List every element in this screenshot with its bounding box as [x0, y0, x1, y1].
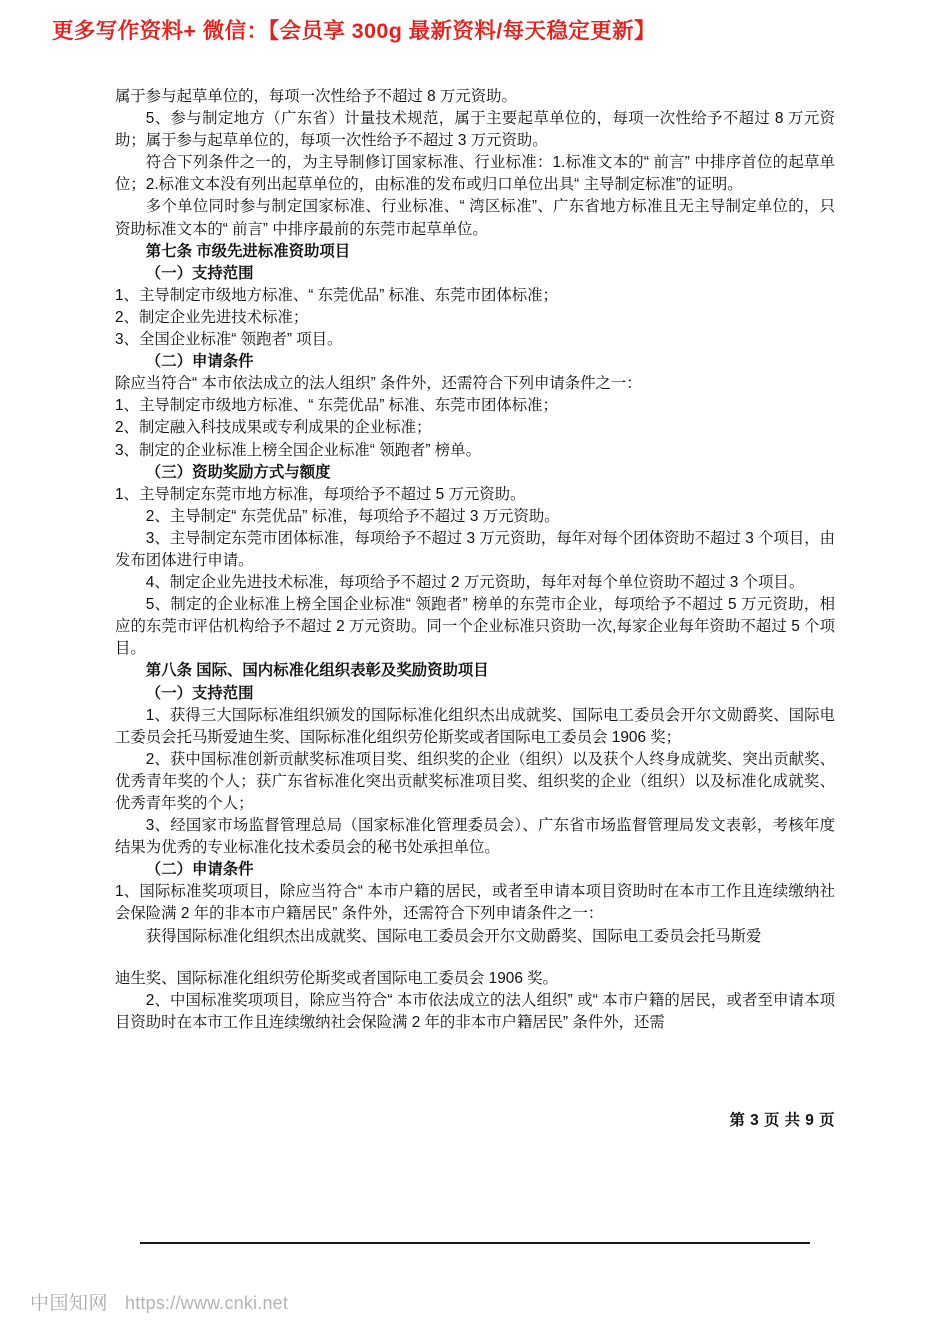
document-body [115, 86, 835, 1034]
p-art8-scope-2: 2、获中国标准创新贡献奖标准项目奖、组织奖的企业（组织）以及获个人终身成就奖、突出贡献奖、优秀青年奖的个人；获广东省标准化突出贡献奖标准项目奖、组织奖的企业（组织）以及标准化成就奖、优秀青年奖的个人； [115, 750, 835, 812]
p-art8-cond-1-detail-cont: 迪生奖、国际标准化组织劳伦斯奖或者国际电工委员会 1906 奖。 [115, 969, 558, 987]
p-art8-sec1-heading: （一）支持范围 [145, 684, 254, 702]
p-article-8-heading: 第八条 国际、国内标准化组织表彰及奖励资助项目 [145, 662, 489, 680]
p-art7-scope-3: 3、全国企业标准“ 领跑者” 项目。 [115, 331, 343, 349]
cnki-url-label: https://www.cnki.net [125, 1293, 289, 1313]
cnki-name-label: 中国知网 [30, 1293, 109, 1314]
p-art7-sec3-heading: （三）资助奖励方式与额度 [145, 463, 331, 481]
p-multi-unit-participation: 多个单位同时参与制定国家标准、行业标准、“ 湾区标准”、广东省地方标准且无主导制定单位的，只资助标准文本的“ 前言” 中排序最前的东莞市起草单位。 [115, 198, 835, 238]
p-art8-cond-1: 1、国际标准奖项项目，除应当符合“ 本市户籍的居民，或者至申请本项目资助时在本市工作且连续缴纳社会保险满 2 年的非本市户籍居民” 条件外，还需符合下列申请条件之一： [115, 883, 835, 923]
p-art7-amount-3: 3、主导制定东莞市团体标准，每项给予不超过 3 万元资助，每年对每个团体资助不超过 3 个项目，由发布团体进行申请。 [115, 529, 835, 569]
p-art8-scope-3: 3、经国家市场监督管理总局（国家标准化管理委员会）、广东省市场监督管理局发文表彰，考核年度结果为优秀的专业标准化技术委员会的秘书处承担单位。 [115, 817, 835, 857]
p-item-5-local-metrology: 5、参与制定地方（广东省）计量技术规范，属于主要起草单位的，每项一次性给予不超过 8 万元资助；属于参与起草单位的，每项一次性给予不超过 3 万元资助。 [115, 110, 835, 150]
p-art7-amount-1: 1、主导制定东莞市地方标准，每项给予不超过 5 万元资助。 [115, 485, 526, 503]
p-art8-scope-1: 1、获得三大国际标准组织颁发的国际标准化组织杰出成就奖、国际电工委员会开尔文勋爵奖、国际电工委员会托马斯爱迪生奖、国际标准化组织劳伦斯奖或者国际电工委员会 1906 奖； [115, 706, 835, 746]
promo-banner-text: 更多写作资料+ 微信：【会员享 300g 最新资料/每天稳定更新】 [52, 18, 656, 43]
p-art7-cond-intro: 除应当符合“ 本市依法成立的法人组织” 条件外，还需符合下列申请条件之一： [115, 375, 642, 393]
p-art7-amount-4: 4、制定企业先进技术标准，每项给予不超过 2 万元资助，每年对每个单位资助不超过 3 个项目。 [145, 574, 805, 592]
p-art7-sec1-heading: （一）支持范围 [145, 264, 254, 282]
p-conditions-national-industry: 符合下列条件之一的，为主导制修订国家标准、行业标准：1.标准文本的“ 前言” 中排序首位的起草单位；2.标准文本没有列出起草单位的，由标准的发布或归口单位出具“ 主导制定标准”的证明。 [115, 154, 835, 194]
p-art7-sec2-heading: （二）申请条件 [145, 353, 254, 371]
p-art8-cond-1-detail: 获得国际标准化组织杰出成就奖、国际电工委员会开尔文勋爵奖、国际电工委员会托马斯爱 [145, 927, 762, 945]
p-art7-amount-5: 5、制定的企业标准上榜全国企业标准“ 领跑者” 榜单的东莞市企业，每项给予不超过 5 万元资助，相应的东莞市评估机构给予不超过 2 万元资助。同一个企业标准只资助一次,每家企业每年资助不超过 5 个项目。 [115, 596, 835, 658]
p-art7-scope-2: 2、制定企业先进技术标准； [115, 308, 309, 326]
p-art7-cond-3: 3、制定的企业标准上榜全国企业标准“ 领跑者” 榜单。 [115, 441, 481, 459]
p-carryover-8wan: 属于参与起草单位的，每项一次性给予不超过 8 万元资助。 [115, 88, 517, 105]
p-art7-amount-2: 2、主导制定“ 东莞优品” 标准，每项给予不超过 3 万元资助。 [145, 507, 560, 525]
page-number-footer: 第 3 页 共 9 页 [729, 1112, 835, 1129]
p-art8-sec2-heading: （二）申请条件 [145, 861, 254, 879]
p-art7-scope-1: 1、主导制定市级地方标准、“ 东莞优品” 标准、东莞市团体标准； [115, 286, 558, 304]
p-art8-cond-2: 2、中国标准奖项项目，除应当符合“ 本市依法成立的法人组织” 或“ 本市户籍的居民，或者至申请本项目资助时在本市工作且连续缴纳社会保险满 2 年的非本市户籍居民” 条件外，还需 [115, 991, 835, 1031]
promo-banner [52, 12, 950, 46]
p-art7-cond-2: 2、制定融入科技成果或专利成果的企业标准； [115, 419, 432, 437]
p-art7-cond-1: 1、主导制定市级地方标准、“ 东莞优品” 标准、东莞市团体标准； [115, 397, 558, 415]
cnki-watermark [30, 1288, 288, 1315]
p-article-7-heading: 第七条 市级先进标准资助项目 [145, 242, 351, 260]
footer-divider [140, 1242, 810, 1244]
